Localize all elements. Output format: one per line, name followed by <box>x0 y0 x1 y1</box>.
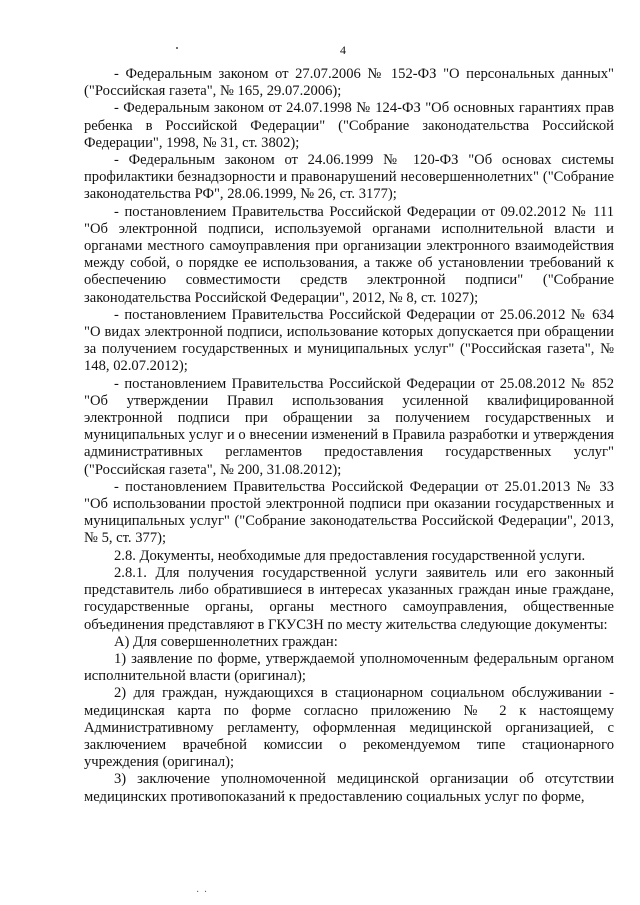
list-item-1: 1) заявление по форме, утверждаемой уполномоченным федеральным органом исполнительной власти (оригинал); <box>84 650 614 685</box>
law-item-personal-data: - Федеральным законом от 27.07.2006 № 152-ФЗ "О персональных данных" ("Российская газета", № 165, 29.07.2006); <box>84 66 614 100</box>
document-body <box>84 66 614 806</box>
list-item-3: 3) заключение уполномоченной медицинской организации об отсутствии медицинских противопоказаний к предоставлению социальных услуг по форме, <box>84 771 614 805</box>
law-item-prevention: - Федеральным законом от 24.06.1999 № 120-ФЗ "Об основах системы профилактики безнадзорности и правонарушений несовершеннолетних" ("Собрание законодательства РФ", 28.06.1999, № 26, ст. 3177); <box>84 152 614 203</box>
law-item-child-rights: - Федеральным законом от 24.07.1998 № 124-ФЗ "Об основных гарантиях прав ребенка в Российской Федерации" ("Собрание законодательства Российской Федерации", 1998, № 31, ст. 3802); <box>84 100 614 151</box>
decree-item-111: - постановлением Правительства Российской Федерации от 09.02.2012 № 111 "Об электронной подписи, используемой органами исполнительной власти и органами местного самоуправления при организации электронного взаимодействия между собой, о порядке ее использования, а также об установлении требований к обеспечению совместимости средств электронной подписи" ("Собрание законодательства Российской Федерации", 2012, № 8, ст. 1027); <box>84 203 614 306</box>
scan-speck <box>176 47 178 49</box>
decree-item-33: - постановлением Правительства Российской Федерации от 25.01.2013 № 33 "Об использовании простой электронной подписи при оказании государственных и муниципальных услуг" ("Собрание законодательства Российской Федерации", 2013, № 5, ст. 377); <box>84 478 614 547</box>
list-item-2: 2) для граждан, нуждающихся в стационарном социальном обслуживании - медицинская карта по форме согласно приложению № 2 к настоящему Административному регламенту, оформленная медицинской организацией, с заключением врачебной комиссии о рекомендуемом типе стационарного учреждения (оригинал); <box>84 685 614 771</box>
decree-item-634: - постановлением Правительства Российской Федерации от 25.06.2012 № 634 "О видах электронной подписи, использование которых допускается при обращении за получением государственных и муниципальных услуг" ("Российская газета", № 148, 02.07.2012); <box>84 306 614 375</box>
section-heading-2-8: 2.8. Документы, необходимые для предоставления государственной услуги. <box>114 547 586 564</box>
paragraph-2-8-1: 2.8.1. Для получения государственной услуги заявитель или его законный представитель либо обратившиеся в интересах указанных граждан иные граждане, государственные органы, органы местного самоуправления, общественные объединения представляют в ГКУСЗН по месту жительства следующие документы: <box>84 564 614 633</box>
decree-item-852: - постановлением Правительства Российской Федерации от 25.08.2012 № 852 "Об утверждении Правил использования усиленной квалифицированной электронной подписи при обращении за получением государственных и муниципальных услуг и о внесении изменений в Правила разработки и утверждения административных регламентов предоставления государственных услуг" ("Российская газета", № 200, 31.08.2012); <box>84 375 614 478</box>
scan-artifact-marks: · · <box>196 887 209 898</box>
subsection-adults: А) Для совершеннолетних граждан: <box>114 633 338 650</box>
page-number: 4 <box>340 43 346 57</box>
